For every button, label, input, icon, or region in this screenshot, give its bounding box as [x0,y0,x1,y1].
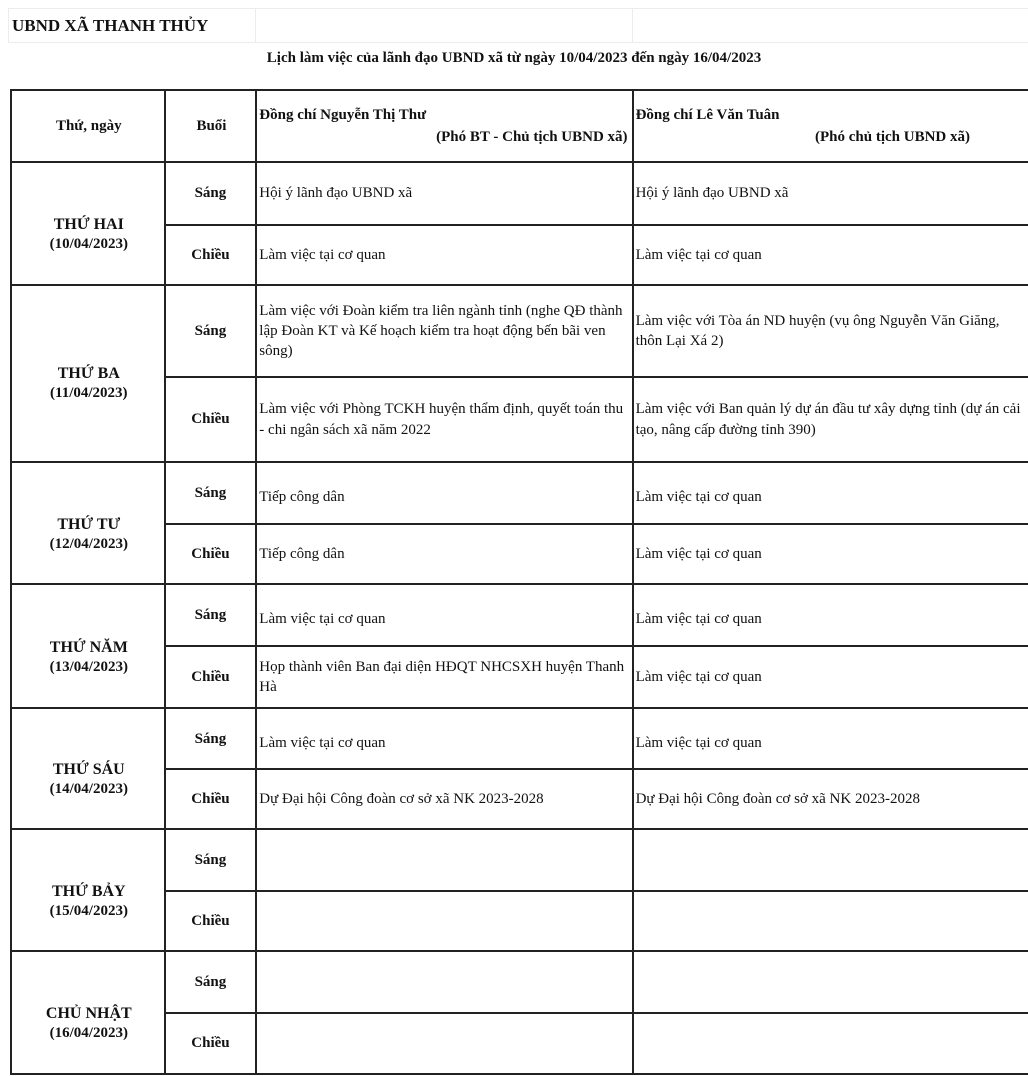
table-row [11,584,1028,646]
day-name: THỨ SÁU [52,761,125,778]
table-row [11,951,1028,1013]
activity-cell: Hội ý lãnh đạo UBND xã [256,162,632,225]
activity-cell [256,829,632,891]
activity-cell: Họp thành viên Ban đại diện HĐQT NHCSXH huyện Thanh Hà [256,646,632,708]
day-date: (14/04/2023) [49,781,128,797]
person2-header [633,90,1028,162]
person2-role: (Phó chủ tịch UBND xã) [814,129,970,145]
session-label: Chiều [165,891,257,951]
person2-name: Đồng chí Lê Văn Tuân [635,107,780,124]
session-label: Chiều [165,646,257,708]
activity-cell: Làm việc với Phòng TCKH huyện thẩm định, quyết toán thu - chi ngân sách xã năm 2022 [256,377,632,462]
activity-cell: Làm việc tại cơ quan [633,708,1028,769]
day-name: CHỦ NHẬT [45,1005,132,1022]
table-row [11,708,1028,769]
day-cell [11,829,165,951]
activity-cell: Tiếp công dân [256,524,632,584]
day-name: THỨ BA [57,365,120,382]
activity-cell: Làm việc tại cơ quan [633,225,1028,285]
day-cell [11,162,165,285]
day-date: (15/04/2023) [49,902,128,919]
activity-cell [256,951,632,1013]
day-name: THỨ TƯ [57,515,121,533]
table-row [11,162,1028,225]
activity-cell [256,1013,632,1074]
day-name: THỨ HAI [53,216,124,233]
session-label: Chiều [165,524,257,584]
person1-name: Đồng chí Nguyễn Thị Thư [259,107,427,124]
session-column-header: Buổi [165,90,257,162]
day-date: (13/04/2023) [49,658,128,675]
day-name: THỨ BẢY [51,882,126,900]
activity-cell [633,891,1028,951]
activity-cell: Dự Đại hội Công đoàn cơ sở xã NK 2023-2028 [256,769,632,829]
activity-cell: Làm việc tại cơ quan [256,584,632,646]
activity-cell: Làm việc với Đoàn kiểm tra liên ngành tỉnh (nghe QĐ thành lập Đoàn KT và Kế hoạch kiểm tra hoạt động bến bãi ven sông) [256,285,632,377]
table-row [11,829,1028,891]
session-label: Chiều [165,769,257,829]
session-label: Chiều [165,1013,257,1074]
day-date: (16/04/2023) [49,1025,128,1041]
activity-cell [633,1013,1028,1074]
day-date: (12/04/2023) [49,535,128,552]
activity-cell: Làm việc tại cơ quan [256,225,632,285]
session-label: Chiều [165,225,257,285]
session-label: Sáng [165,829,257,891]
day-date: (11/04/2023) [50,385,128,401]
activity-cell: Làm việc tại cơ quan [633,584,1028,646]
session-label: Sáng [165,708,257,769]
day-cell [11,708,165,829]
activity-cell: Dự Đại hội Công đoàn cơ sở xã NK 2023-2028 [633,769,1028,829]
activity-cell: Làm việc tại cơ quan [633,646,1028,708]
person1-header [256,90,632,162]
session-label: Sáng [165,951,257,1013]
session-label: Sáng [165,462,257,524]
day-cell [11,951,165,1074]
person1-role: (Phó BT - Chủ tịch UBND xã) [436,129,628,145]
activity-cell [633,829,1028,891]
schedule-table [10,89,1028,1075]
session-label: Sáng [165,285,257,377]
activity-cell [256,891,632,951]
session-label: Sáng [165,584,257,646]
day-cell [11,285,165,462]
day-name: THỨ NĂM [49,638,128,656]
activity-cell: Làm việc tại cơ quan [256,708,632,769]
activity-cell: Làm việc tại cơ quan [633,524,1028,584]
activity-cell: Làm việc với Ban quản lý dự án đầu tư xây dựng tỉnh (dự án cải tạo, nâng cấp đường tỉnh 390) [633,377,1028,462]
day-cell [11,462,165,584]
table-row [11,462,1028,524]
day-date: (10/04/2023) [49,236,128,252]
day-cell [11,584,165,708]
table-row [11,285,1028,377]
activity-cell: Làm việc tại cơ quan [633,462,1028,524]
page-title: Lịch làm việc của lãnh đạo UBND xã từ ngày 10/04/2023 đến ngày 16/04/2023 [266,50,762,66]
organization-name: UBND XÃ THANH THỦY [12,16,209,35]
header-row [11,90,1028,162]
activity-cell: Hội ý lãnh đạo UBND xã [633,162,1028,225]
activity-cell [633,951,1028,1013]
session-label: Sáng [165,162,257,225]
day-column-header: Thứ, ngày [11,90,165,162]
session-label: Chiều [165,377,257,462]
activity-cell: Tiếp công dân [256,462,632,524]
activity-cell: Làm việc với Tòa án ND huyện (vụ ông Nguyễn Văn Giăng, thôn Lại Xá 2) [633,285,1028,377]
